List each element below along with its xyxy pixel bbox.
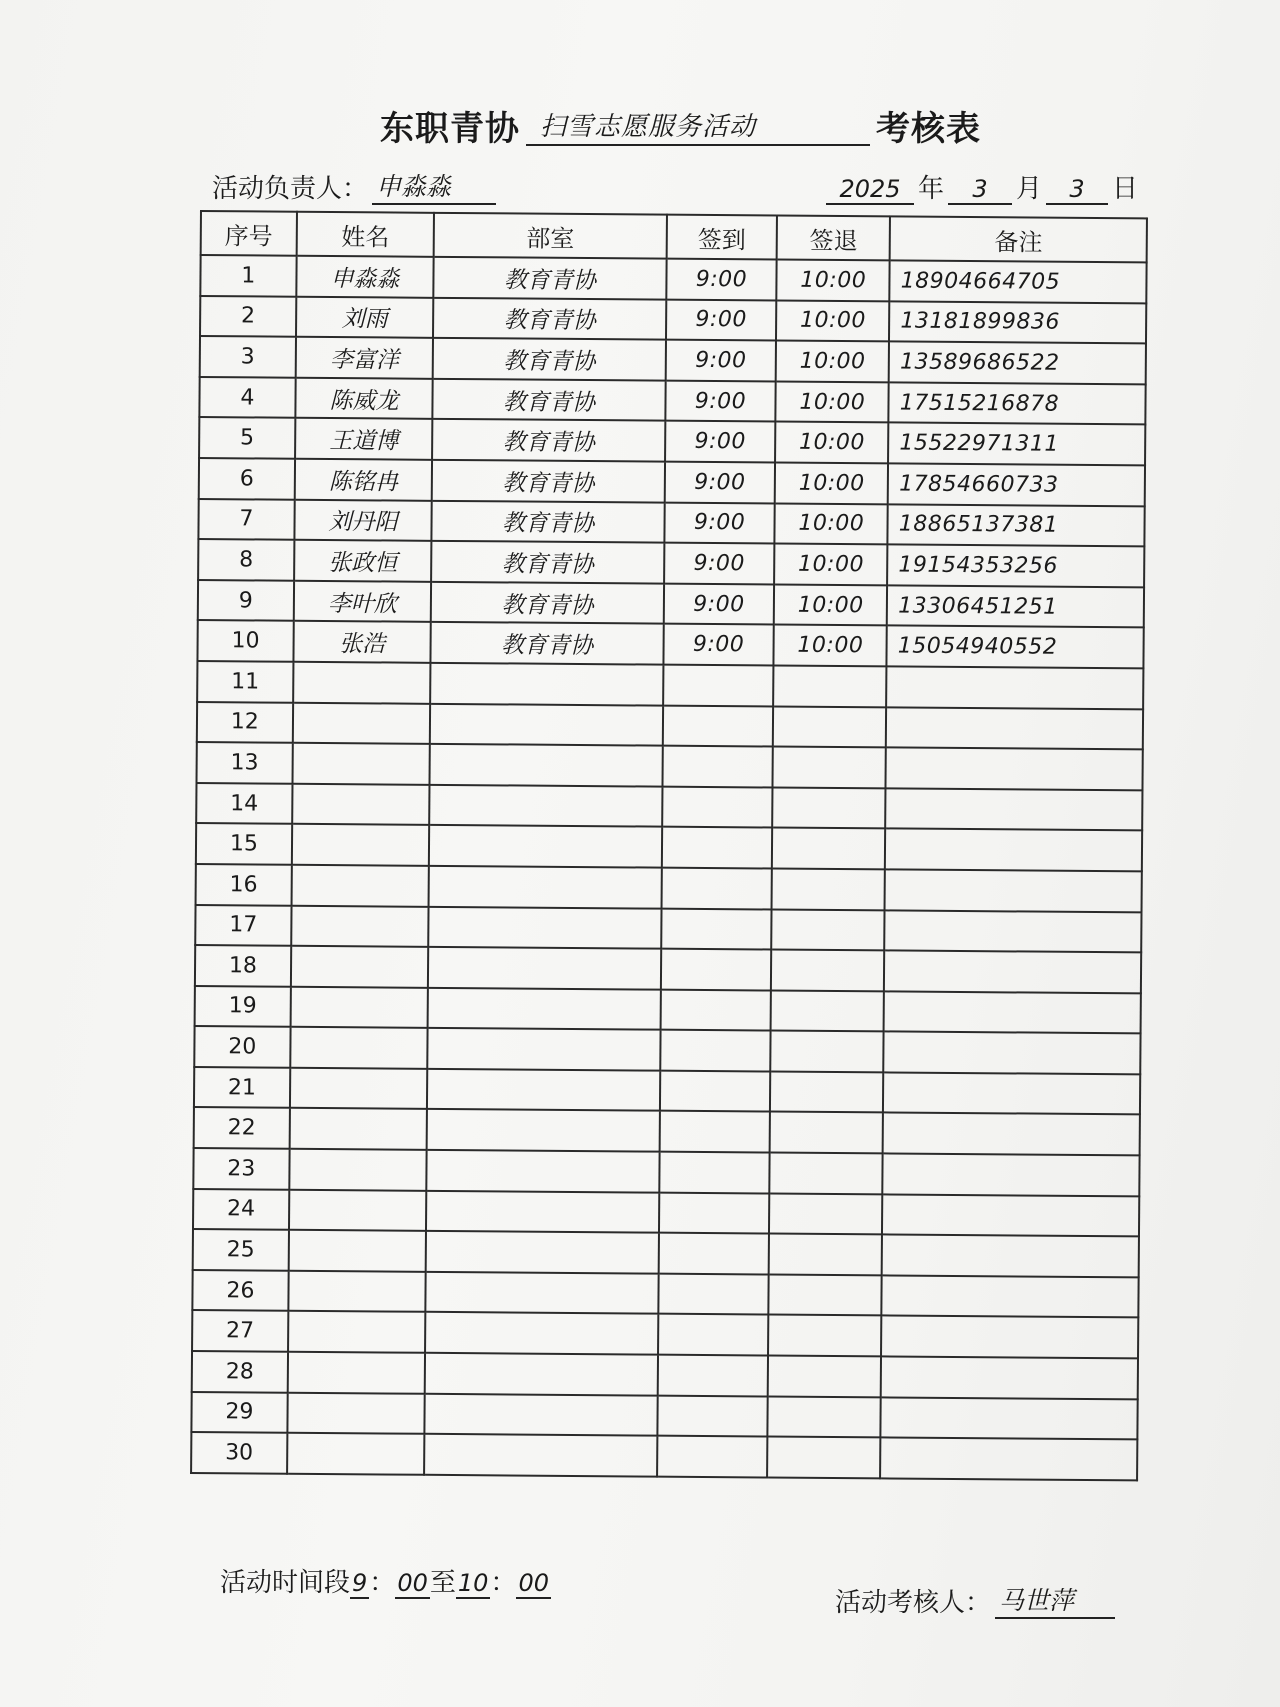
row-name xyxy=(292,743,430,785)
row-check-in xyxy=(659,1111,770,1152)
row-remarks xyxy=(885,829,1142,872)
row-serial: 7 xyxy=(198,499,294,540)
row-serial: 5 xyxy=(199,417,295,458)
row-check-in: 9:00 xyxy=(665,421,776,462)
row-check-in xyxy=(661,868,772,909)
row-name xyxy=(288,1271,426,1313)
row-department xyxy=(428,1028,661,1070)
row-department xyxy=(425,1312,658,1354)
row-check-in xyxy=(662,786,773,827)
row-serial: 20 xyxy=(194,1026,290,1067)
row-name xyxy=(289,1189,427,1231)
date-day-label: 日 xyxy=(1112,174,1139,204)
leader-label: 活动负责人： xyxy=(212,174,369,204)
header-serial: 序号 xyxy=(201,211,297,256)
date-year-value: 2025 xyxy=(826,175,914,205)
row-remarks: 13181899836 xyxy=(889,301,1146,344)
row-check-out xyxy=(768,1356,881,1397)
row-check-out: 10:00 xyxy=(776,381,889,422)
row-serial: 14 xyxy=(196,783,292,824)
row-check-in: 9:00 xyxy=(666,299,777,340)
row-check-in: 9:00 xyxy=(665,340,776,381)
row-remarks xyxy=(881,1316,1138,1359)
row-check-in xyxy=(659,1152,770,1193)
row-serial: 27 xyxy=(192,1310,288,1351)
date-month-label: 月 xyxy=(1016,174,1043,204)
row-remarks: 18865137381 xyxy=(888,504,1145,547)
header-remarks: 备注 xyxy=(890,216,1147,262)
row-remarks xyxy=(884,910,1141,953)
row-name xyxy=(291,905,429,947)
row-check-in: 9:00 xyxy=(664,502,775,543)
row-name xyxy=(289,1108,427,1150)
row-check-out: 10:00 xyxy=(775,462,888,503)
row-serial: 29 xyxy=(191,1392,287,1433)
row-remarks: 13306451251 xyxy=(887,585,1144,628)
start-hour: 9 xyxy=(352,1569,368,1597)
row-department xyxy=(430,785,663,827)
time-colon: ： xyxy=(369,1568,396,1598)
row-check-in xyxy=(658,1233,769,1274)
row-remarks: 19154353256 xyxy=(887,545,1144,588)
row-remarks xyxy=(881,1397,1138,1440)
row-department: 教育青协 xyxy=(432,500,665,542)
row-name xyxy=(291,865,429,907)
row-remarks: 15522971311 xyxy=(888,423,1145,466)
row-name: 王道博 xyxy=(295,418,433,460)
row-name xyxy=(290,1027,428,1069)
row-department xyxy=(429,825,662,867)
row-remarks xyxy=(885,869,1142,912)
row-check-out xyxy=(769,1274,882,1315)
row-department xyxy=(429,866,662,908)
row-remarks xyxy=(883,1113,1140,1156)
row-remarks xyxy=(881,1356,1138,1399)
row-check-in: 9:00 xyxy=(665,380,776,421)
title-prefix: 东职青协 xyxy=(380,109,520,149)
row-check-out xyxy=(770,1071,883,1112)
start-minute: 00 xyxy=(397,1569,428,1597)
row-remarks xyxy=(883,1032,1140,1075)
row-serial: 16 xyxy=(196,864,292,905)
form-title xyxy=(380,100,981,150)
row-department xyxy=(427,1069,660,1111)
row-serial: 4 xyxy=(199,377,295,418)
time-label: 活动时间段 xyxy=(220,1568,351,1598)
row-name: 刘雨 xyxy=(296,296,434,338)
row-serial: 10 xyxy=(197,620,293,661)
row-serial: 6 xyxy=(199,458,295,499)
row-name: 刘丹阳 xyxy=(294,499,432,541)
row-department xyxy=(426,1231,659,1273)
row-check-out xyxy=(771,990,884,1031)
row-check-in xyxy=(660,1030,771,1071)
row-department xyxy=(428,947,661,989)
row-remarks: 17854660733 xyxy=(888,463,1145,506)
row-department: 教育青协 xyxy=(431,582,664,624)
row-remarks: 15054940552 xyxy=(887,626,1144,669)
row-check-out xyxy=(768,1315,881,1356)
row-department xyxy=(430,663,663,705)
row-check-in xyxy=(661,827,772,868)
row-check-out: 10:00 xyxy=(775,544,888,585)
row-serial: 2 xyxy=(200,296,296,337)
row-check-out xyxy=(771,950,884,991)
row-check-in xyxy=(659,1192,770,1233)
row-name xyxy=(288,1230,426,1272)
row-serial: 17 xyxy=(195,904,291,945)
row-check-out: 10:00 xyxy=(775,422,888,463)
row-check-out xyxy=(771,1031,884,1072)
row-check-out xyxy=(772,828,885,869)
attendance-table xyxy=(190,210,1148,1481)
table-row xyxy=(191,1432,1137,1480)
row-serial: 28 xyxy=(192,1351,288,1392)
row-department xyxy=(430,703,663,745)
row-check-out: 10:00 xyxy=(776,341,889,382)
row-serial: 21 xyxy=(194,1067,290,1108)
date-day-value: 3 xyxy=(1046,175,1108,205)
row-remarks xyxy=(886,748,1143,791)
row-name: 张浩 xyxy=(293,621,431,663)
row-name xyxy=(291,946,429,988)
row-check-out xyxy=(772,868,885,909)
row-check-out: 10:00 xyxy=(774,584,887,625)
row-check-out: 10:00 xyxy=(776,300,889,341)
row-check-out xyxy=(773,706,886,747)
header-department: 部室 xyxy=(434,213,667,259)
row-check-in: 9:00 xyxy=(666,259,777,300)
row-department xyxy=(425,1393,658,1435)
row-name xyxy=(289,1149,427,1191)
row-remarks xyxy=(886,707,1143,750)
row-serial: 18 xyxy=(195,945,291,986)
row-remarks xyxy=(880,1438,1137,1481)
row-name xyxy=(290,986,428,1028)
row-remarks xyxy=(882,1235,1139,1278)
row-check-out xyxy=(774,665,887,706)
title-activity-name: 扫雪志愿服务活动 xyxy=(526,110,870,146)
row-serial: 24 xyxy=(193,1189,289,1230)
row-name xyxy=(287,1392,425,1434)
header-name: 姓名 xyxy=(296,212,434,257)
row-check-in xyxy=(660,989,771,1030)
row-name: 李叶欣 xyxy=(294,580,432,622)
activity-leader xyxy=(212,165,496,205)
row-name xyxy=(292,824,430,866)
row-remarks: 13589686522 xyxy=(889,342,1146,385)
row-department xyxy=(429,906,662,948)
row-check-in: 9:00 xyxy=(664,462,775,503)
row-check-in xyxy=(660,1071,771,1112)
leader-value: 申淼淼 xyxy=(372,167,496,205)
row-check-out xyxy=(773,747,886,788)
end-minute: 00 xyxy=(518,1569,549,1597)
activity-reviewer xyxy=(835,1575,1115,1619)
row-check-out: 10:00 xyxy=(774,625,887,666)
row-remarks xyxy=(882,1194,1139,1237)
row-remarks: 18904664705 xyxy=(890,260,1147,303)
row-name: 申淼淼 xyxy=(296,256,434,298)
row-department: 教育青协 xyxy=(433,338,666,380)
row-serial: 13 xyxy=(197,742,293,783)
row-serial: 23 xyxy=(193,1148,289,1189)
activity-time-range xyxy=(220,1555,551,1599)
row-department: 教育青协 xyxy=(431,622,664,664)
row-remarks xyxy=(882,1275,1139,1318)
row-serial: 8 xyxy=(198,539,294,580)
row-serial: 3 xyxy=(200,336,296,377)
row-check-out xyxy=(767,1437,880,1478)
row-check-out xyxy=(769,1193,882,1234)
row-serial: 15 xyxy=(196,823,292,864)
row-check-in xyxy=(658,1273,769,1314)
table-header-row xyxy=(201,211,1147,262)
row-department xyxy=(426,1272,659,1314)
reviewer-label: 活动考核人： xyxy=(835,1588,992,1618)
row-department: 教育青协 xyxy=(431,541,664,583)
row-remarks xyxy=(886,666,1143,709)
header-check-out: 签退 xyxy=(777,216,890,261)
row-serial: 30 xyxy=(191,1432,287,1473)
row-department: 教育青协 xyxy=(433,379,666,421)
row-department xyxy=(427,1109,660,1151)
row-name xyxy=(287,1352,425,1394)
row-name: 陈铭冉 xyxy=(294,459,432,501)
row-check-out xyxy=(773,787,886,828)
row-remarks xyxy=(884,950,1141,993)
row-check-out xyxy=(772,909,885,950)
row-department xyxy=(425,1353,658,1395)
row-remarks xyxy=(885,788,1142,831)
row-name: 张政恒 xyxy=(294,540,432,582)
row-department xyxy=(428,988,661,1030)
header-check-in: 签到 xyxy=(666,215,777,260)
row-name xyxy=(290,1068,428,1110)
row-check-out xyxy=(769,1234,882,1275)
end-hour: 10 xyxy=(457,1569,489,1597)
row-name xyxy=(287,1433,425,1475)
row-check-out xyxy=(770,1153,883,1194)
row-department xyxy=(430,744,663,786)
row-check-in xyxy=(662,705,773,746)
row-department: 教育青协 xyxy=(434,257,667,299)
row-serial: 25 xyxy=(193,1229,289,1270)
row-check-in: 9:00 xyxy=(663,583,774,624)
row-department: 教育青协 xyxy=(432,419,665,461)
row-department xyxy=(427,1150,660,1192)
row-check-in xyxy=(658,1314,769,1355)
row-serial: 12 xyxy=(197,702,293,743)
row-check-out: 10:00 xyxy=(777,260,890,301)
row-check-in: 9:00 xyxy=(664,543,775,584)
row-serial: 22 xyxy=(194,1107,290,1148)
activity-date xyxy=(822,165,1138,205)
row-remarks xyxy=(883,1153,1140,1196)
row-name xyxy=(288,1311,426,1353)
row-check-out xyxy=(770,1112,883,1153)
row-department xyxy=(424,1434,657,1476)
row-serial: 19 xyxy=(195,986,291,1027)
row-check-in xyxy=(661,949,772,990)
row-check-in xyxy=(657,1355,768,1396)
row-remarks xyxy=(884,991,1141,1034)
row-name xyxy=(292,783,430,825)
row-name: 李富洋 xyxy=(295,337,433,379)
row-remarks: 17515216878 xyxy=(889,382,1146,425)
title-suffix: 考核表 xyxy=(876,109,981,149)
row-name xyxy=(293,702,431,744)
row-serial: 1 xyxy=(200,255,296,296)
row-check-in xyxy=(661,908,772,949)
time-to-label: 至 xyxy=(429,1568,456,1598)
row-check-in xyxy=(662,746,773,787)
row-check-in xyxy=(657,1395,768,1436)
row-serial: 26 xyxy=(192,1270,288,1311)
row-check-in: 9:00 xyxy=(663,624,774,665)
date-year-label: 年 xyxy=(918,174,945,204)
row-check-out: 10:00 xyxy=(775,503,888,544)
row-check-in xyxy=(657,1436,768,1477)
row-department xyxy=(426,1190,659,1232)
row-remarks xyxy=(883,1072,1140,1115)
row-serial: 9 xyxy=(198,580,294,621)
row-department: 教育青协 xyxy=(432,460,665,502)
reviewer-signature: 马世萍 xyxy=(995,1581,1115,1619)
row-name xyxy=(293,662,431,704)
row-check-out xyxy=(768,1396,881,1437)
date-month-value: 3 xyxy=(948,175,1012,205)
row-department: 教育青协 xyxy=(433,297,666,339)
row-name: 陈威龙 xyxy=(295,378,433,420)
time-colon: ： xyxy=(490,1568,517,1598)
row-serial: 11 xyxy=(197,661,293,702)
row-check-in xyxy=(663,665,774,706)
